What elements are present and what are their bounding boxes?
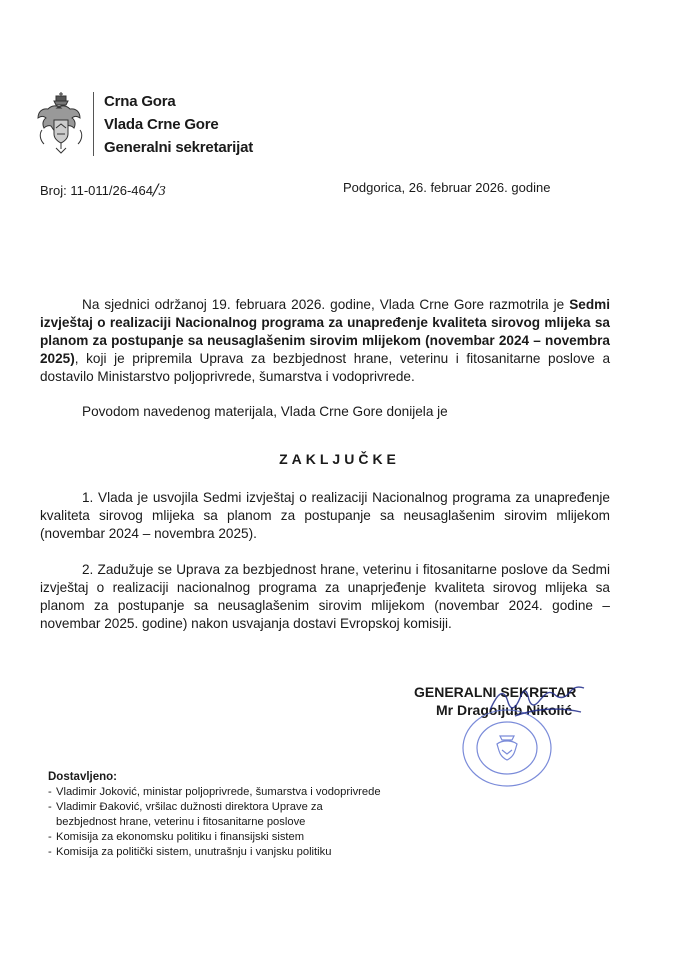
conclusions-heading: ZAKLJUČKE — [279, 451, 400, 467]
intro-tail: , koji je pripremila Uprava za bezbjednost hrane, veterinu i fitosanitarne poslove a dostavilo Ministarstvo poljoprivrede, šumarstva i vodoprivrede. — [40, 351, 610, 384]
list-item: - Komisija za politički sistem, unutrašnju i vanjsku politiku — [48, 846, 332, 858]
recipient-text: bezbjednost hrane, veterinu i fitosanitarne poslove — [56, 816, 306, 828]
signatory-title: GENERALNI SEKRETAR — [414, 684, 577, 700]
coat-of-arms-icon — [36, 90, 86, 156]
conclusion-1: 1. Vlada je usvojila Sedmi izvještaj o realizaciji Nacionalnog programa za unapređenje kvaliteta sirovog mlijeka sa planom za postupanje sa neusaglašenim sirovim mlijekom (novembar 2024 – novembra 2025). — [40, 490, 610, 541]
recipient-list — [48, 785, 381, 860]
reference-number — [40, 180, 166, 199]
list-item: - Vladimir Joković, ministar poljoprivrede, šumarstva i vodoprivrede — [48, 786, 381, 798]
reference-text: Broj: 11-011/26-464 — [40, 183, 153, 198]
recipient-text: Komisija za politički sistem, unutrašnju i vanjsku politiku — [56, 846, 332, 858]
list-item-continuation — [48, 815, 381, 830]
distribution-list — [48, 770, 381, 860]
signatory-name: Mr Dragoljub Nikolić — [436, 702, 573, 718]
conclusion-2: 2. Zadužuje se Uprava za bezbjednost hrane, veterinu i fitosanitarne poslove da Sedmi izvještaj o realizaciji nacionalnog programa za unaprjeđenje kvaliteta sirovog mlijeka sa planom za postupanje sa neusaglašenim sirovim mlijekom (novembar 2024. godine – novembar 2025. godine) nakon usvajanja dostavi Evropskoj komisiji. — [40, 562, 610, 631]
institution-header — [104, 90, 253, 159]
government-name: Vlada Crne Gore — [104, 116, 219, 133]
distribution-label: Dostavljeno: — [48, 771, 118, 783]
recipient-text: Vladimir Joković, ministar poljoprivrede, šumarstva i vodoprivrede — [56, 786, 381, 798]
list-item: - Komisija za ekonomsku politiku i finansijski sistem — [48, 831, 305, 843]
country-name: Crna Gora — [104, 93, 176, 110]
recipient-text: Vladimir Đaković, vršilac dužnosti direktora Uprave za — [56, 801, 323, 813]
report-title: Sedmi izvještaj o realizaciji Nacionalnog programa za unapređenje kvaliteta sirovog mlijeka sa planom za postupanje sa neusaglašenim sirovim mlijekom (novembar 2024 – novembra 2025) — [40, 297, 610, 366]
place-and-date: Podgorica, 26. februar 2026. godine — [343, 180, 551, 195]
handwritten-suffix: 3 — [158, 184, 167, 198]
header-divider — [93, 92, 94, 156]
recipient-text: Komisija za ekonomsku politiku i finansijski sistem — [56, 831, 305, 843]
intro-second-paragraph: Povodom navedenog materijala, Vlada Crne Gore donijela je — [82, 404, 448, 419]
handwritten-slash: / — [152, 180, 159, 199]
intro-paragraph — [40, 296, 610, 386]
list-item: - Vladimir Đaković, vršilac dužnosti direktora Uprave za — [48, 801, 323, 813]
handwritten-signature — [485, 680, 595, 730]
secretariat-name: Generalni sekretarijat — [104, 139, 254, 156]
intro-lead: Na sjednici održanoj 19. februara 2026. godine, Vlada Crne Gore razmotrila je — [82, 297, 570, 312]
